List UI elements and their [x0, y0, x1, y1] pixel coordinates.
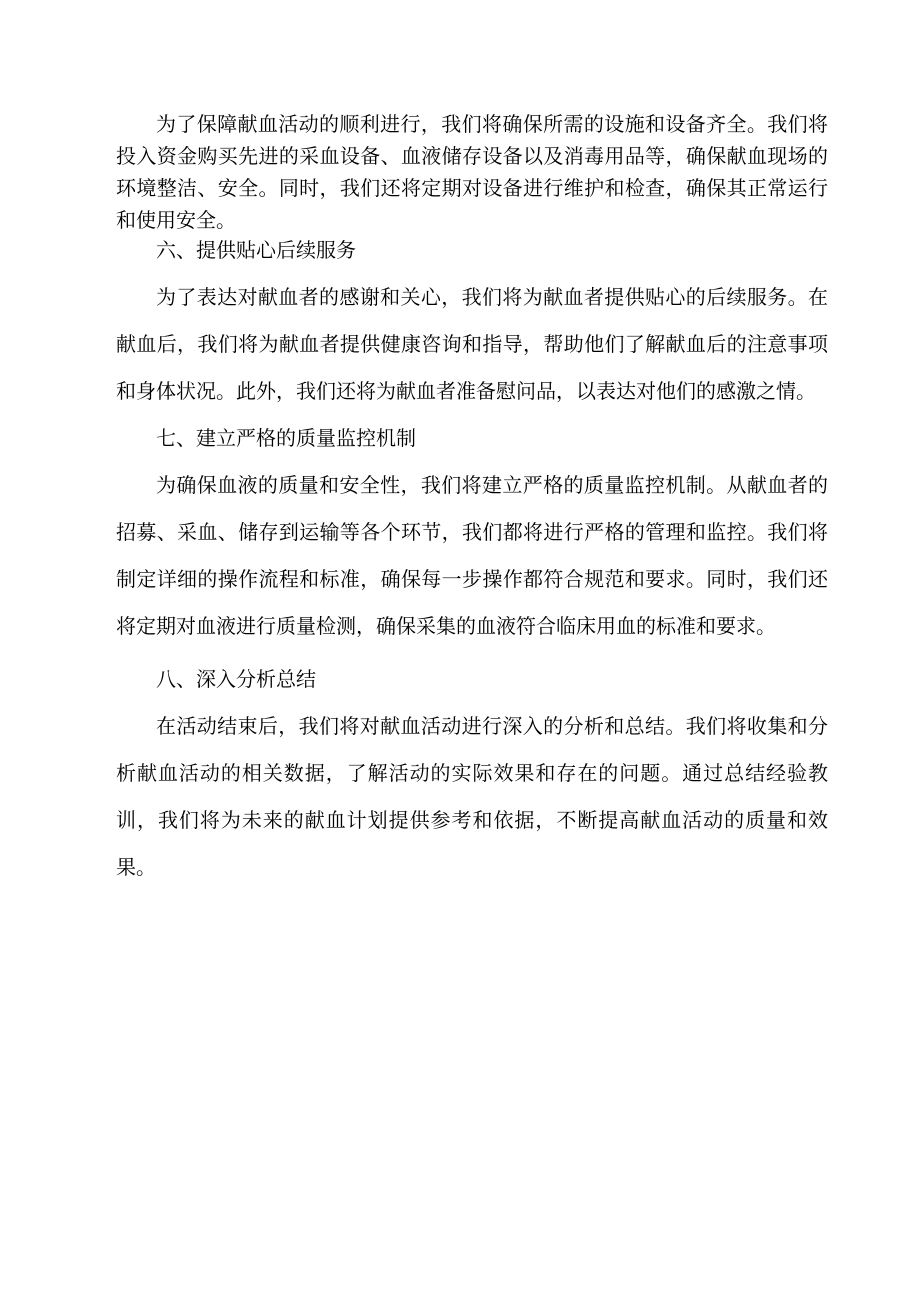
paragraph-follow-up-service: 为了表达对献血者的感谢和关心，我们将为献血者提供贴心的后续服务。在献血后，我们将为献血者提供健康咨询和指导，帮助他们了解献血后的注意事项和身体状况。此外，我们还将为献血者准备慰问品，以表达对他们的感激之情。	[116, 285, 828, 403]
section-heading-6: 六、提供贴心后续服务	[156, 238, 356, 262]
paragraph-quality-control: 为确保血液的质量和安全性，我们将建立严格的质量监控机制。从献血者的招募、采血、储存到运输等各个环节，我们都将进行严格的管理和监控。我们将制定详细的操作流程和标准，确保每一步操作都符合规范和要求。同时，我们还将定期对血液进行质量检测，确保采集的血液符合临床用血的标准和要求。	[116, 473, 828, 638]
paragraph-facilities: 为了保障献血活动的顺利进行，我们将确保所需的设施和设备齐全。我们将投入资金购买先进的采血设备、血液储存设备以及消毒用品等，确保献血现场的环境整洁、安全。同时，我们还将定期对设备进行维护和检查，确保其正常运行和使用安全。	[116, 112, 828, 232]
section-heading-8: 八、深入分析总结	[156, 667, 316, 691]
section-heading-7: 七、建立严格的质量监控机制	[156, 426, 416, 450]
paragraph-analysis-summary: 在活动结束后，我们将对献血活动进行深入的分析和总结。我们将收集和分析献血活动的相关数据，了解活动的实际效果和存在的问题。通过总结经验教训，我们将为未来的献血计划提供参考和依据，不断提高献血活动的质量和效果。	[116, 714, 828, 879]
